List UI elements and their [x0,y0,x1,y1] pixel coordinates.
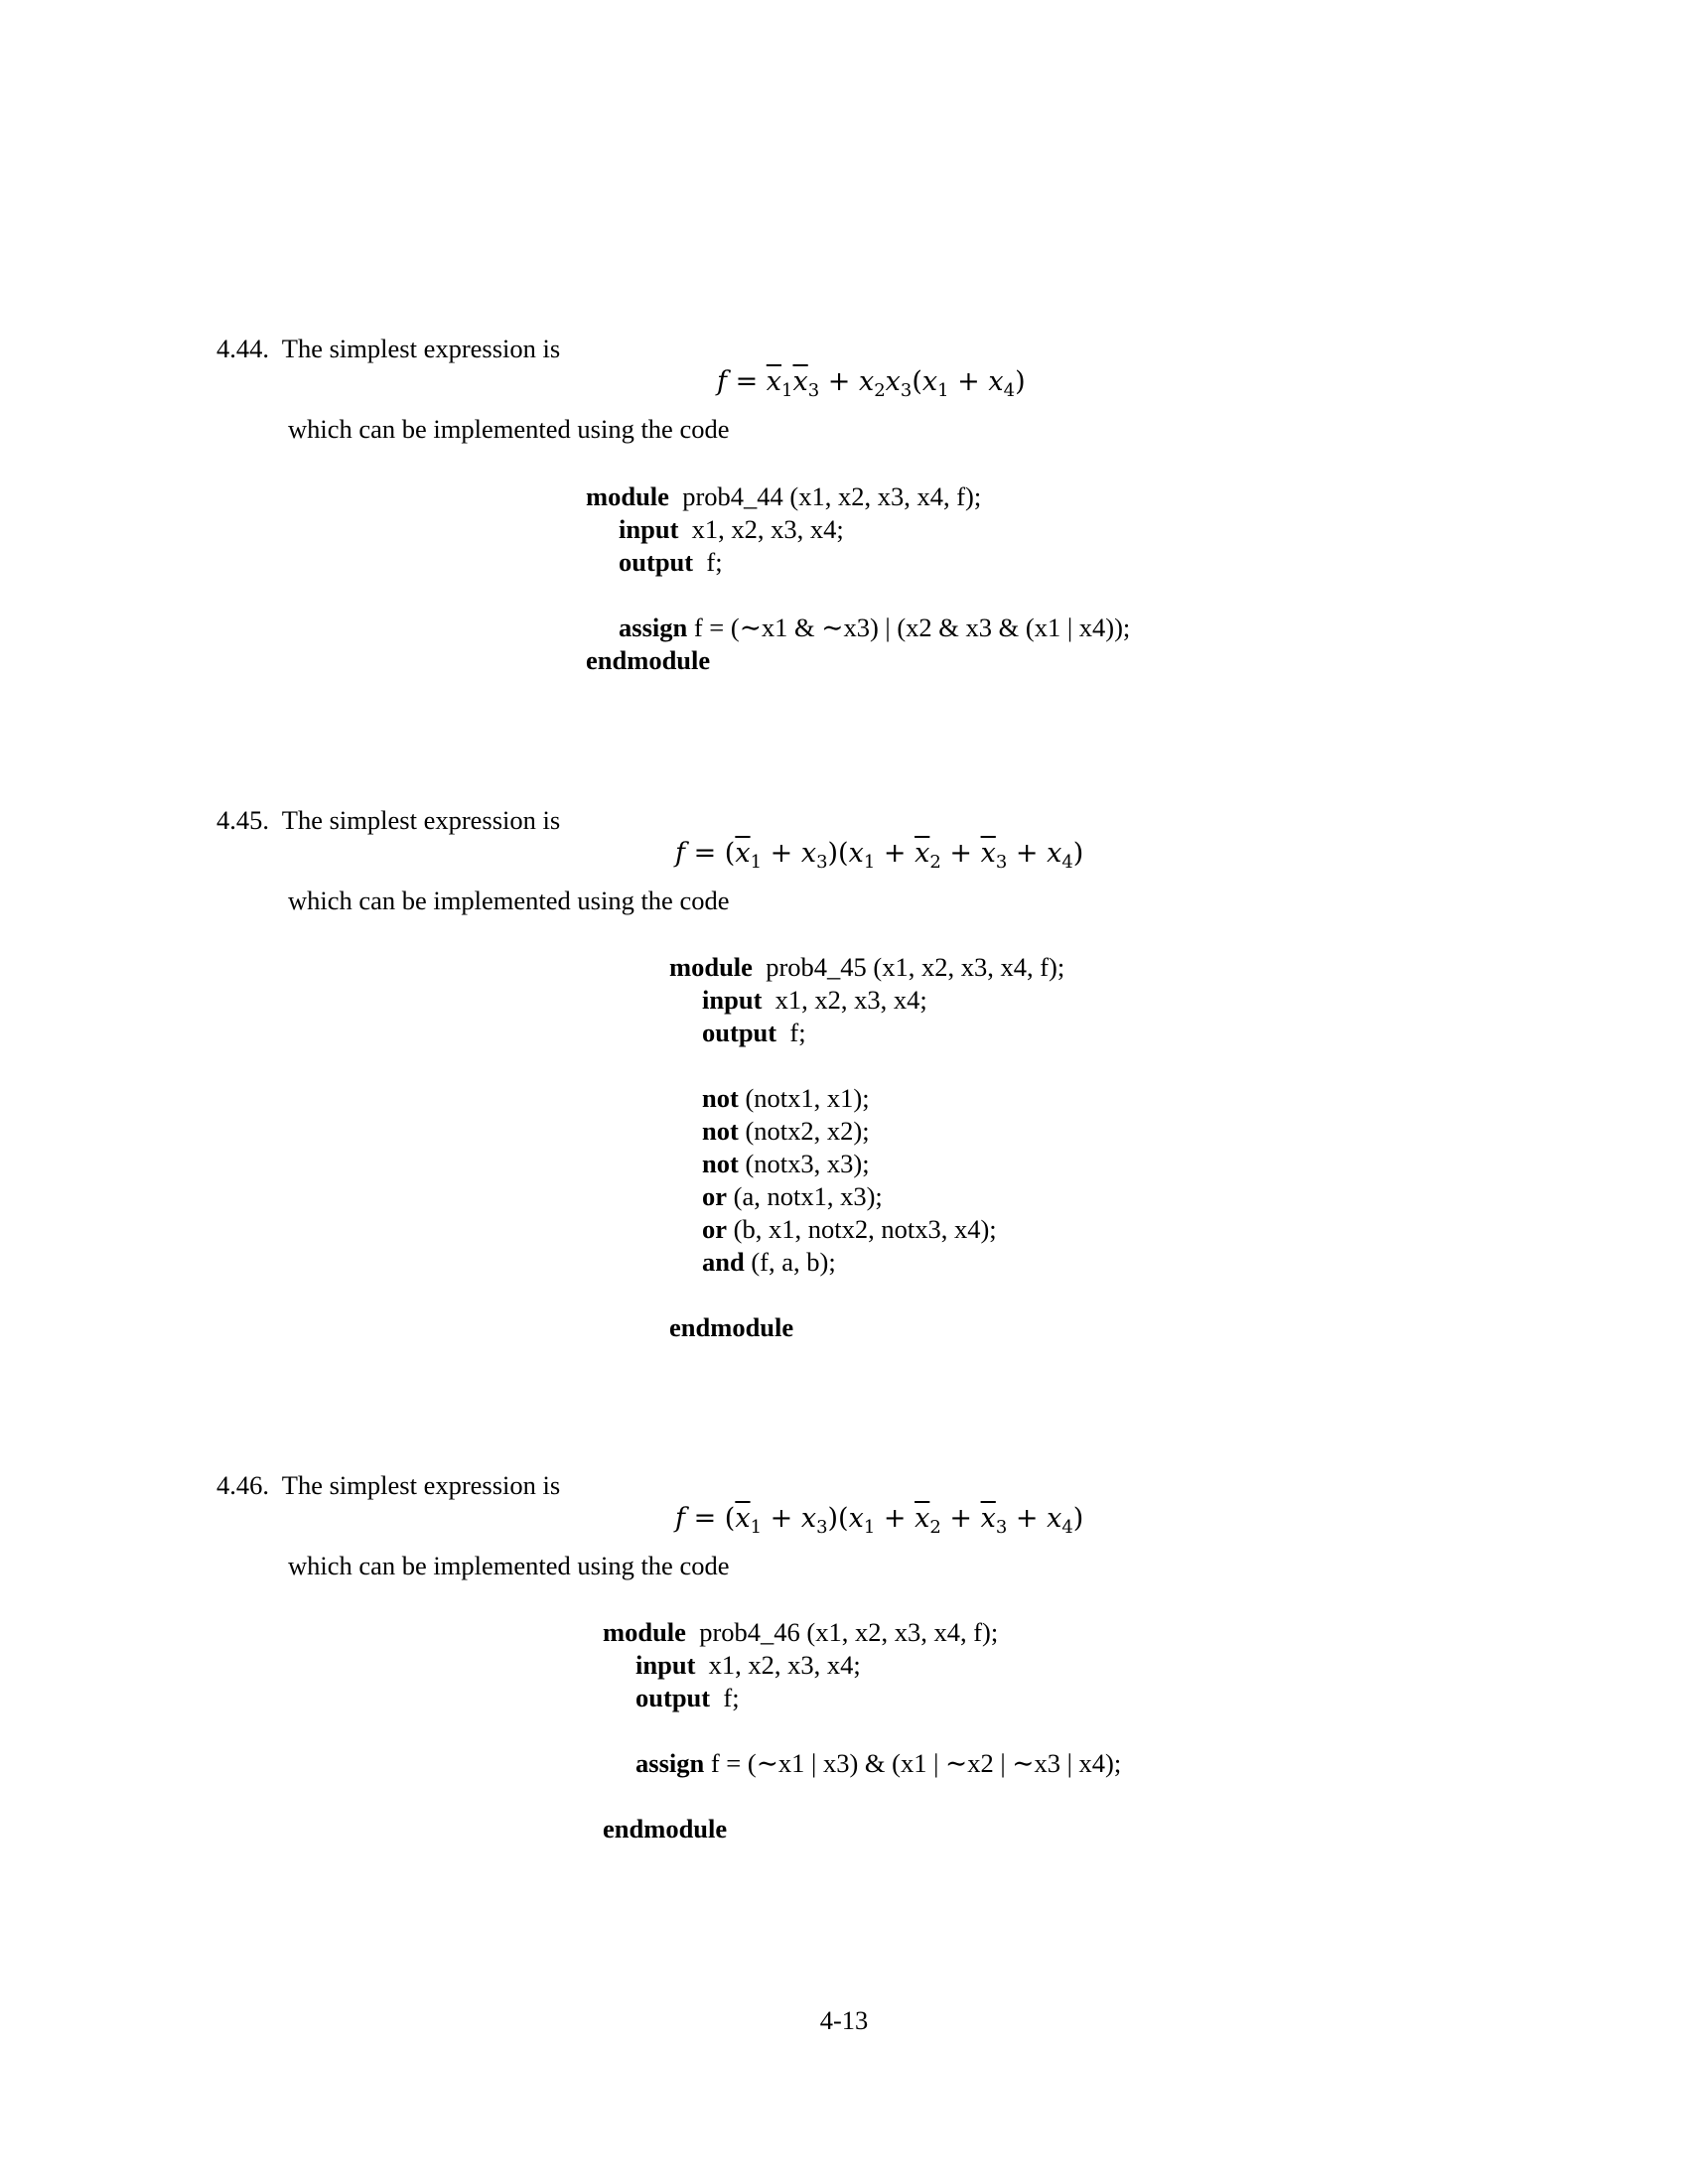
problem-intro: The simplest expression is [281,805,561,835]
problem-after-text: which can be implemented using the code [288,1551,730,1580]
output-line: output f; [635,1683,740,1712]
input-line: input x1, x2, x3, x4; [702,985,927,1015]
blank-line [603,1780,1121,1813]
assign-line: assign f = (∼x1 | x3) & (x1 | ∼x2 | ∼x3 | x4); [635,1748,1122,1778]
endmodule-line: endmodule [603,1814,728,1843]
problem-4-46-heading [216,1469,560,1501]
code-block-4-45 [669,951,1064,1344]
blank-line [669,1279,1064,1311]
problem-4-45-heading [216,804,560,836]
problem-number: 4.45. [216,805,269,835]
blank-line [669,1049,1064,1082]
endmodule-line: endmodule [586,645,711,675]
page-number: 4-13 [819,2005,869,2035]
module-line: module prob4_44 (x1, x2, x3, x4, f); [586,481,982,511]
problem-4-44-heading [216,333,560,364]
module-line: module prob4_46 (x1, x2, x3, x4, f); [603,1617,999,1647]
gate-line: or (b, x1, notx2, notx3, x4); [702,1214,997,1244]
output-line: output f; [702,1018,806,1047]
input-line: input x1, x2, x3, x4; [619,514,844,544]
problem-after-text: which can be implemented using the code [288,414,730,444]
problem-intro: The simplest expression is [281,1470,561,1500]
equation-4-44: $f = \overline{x}_1\overline{x}_3 + x_2x_3(x_1 + x_4)$ [717,366,1026,401]
module-line: module prob4_45 (x1, x2, x3, x4, f); [669,952,1065,982]
gate-line: or (a, notx1, x3); [702,1181,883,1211]
blank-line [603,1714,1121,1747]
input-line: input x1, x2, x3, x4; [635,1650,861,1680]
blank-line [586,579,1130,612]
endmodule-line: endmodule [669,1312,794,1342]
problem-number: 4.44. [216,334,269,363]
assign-line: assign f = (∼x1 & ∼x3) | (x2 & x3 & (x1 | x4)); [619,613,1131,642]
equation-4-46: $f = (\overline{x}_1 + x_3)(x_1 + \overline{x}_2 + \overline{x}_3 + x_4)$ [675,1503,1084,1538]
code-block-4-44 [586,480,1130,677]
problem-after-text: which can be implemented using the code [288,886,730,915]
gate-line: not (notx1, x1); [702,1083,870,1113]
code-block-4-46 [603,1616,1121,1845]
gate-line: not (notx3, x3); [702,1149,870,1178]
equation-4-45: $f = (\overline{x}_1 + x_3)(x_1 + \overline{x}_2 + \overline{x}_3 + x_4)$ [675,838,1084,873]
problem-number: 4.46. [216,1470,269,1500]
gate-line: and (f, a, b); [702,1247,836,1277]
gate-line: not (notx2, x2); [702,1116,870,1146]
problem-intro: The simplest expression is [281,334,561,363]
output-line: output f; [619,547,723,577]
